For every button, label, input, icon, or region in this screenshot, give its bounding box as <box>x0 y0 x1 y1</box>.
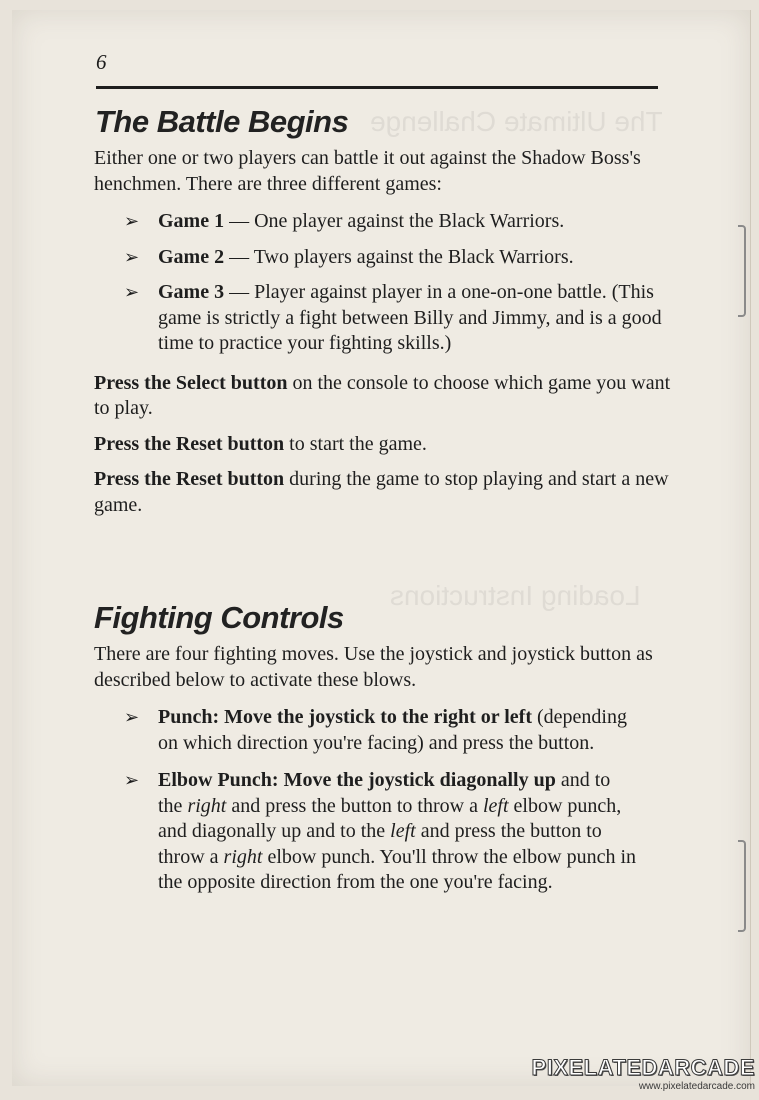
manual-page <box>12 10 751 1086</box>
moves-list <box>94 705 638 896</box>
watermark-brand: PIXELATEDARCADE <box>531 1055 755 1080</box>
game-description: — Player against player in a one-on-one battle. (This game is strictly a fight between Billy and Jimmy, and is a good time to practice your fighting skills.) <box>158 281 662 354</box>
move-direction-emphasis: left <box>390 820 416 842</box>
game-label: Game 3 <box>158 281 225 303</box>
move-label: Elbow Punch: <box>158 769 279 791</box>
list-item <box>118 705 638 756</box>
staple-bottom <box>738 840 746 932</box>
move-description-part: and press the button to throw a <box>226 794 483 817</box>
games-list <box>94 209 666 357</box>
instruction-text: during the game to stop playing and start a new game. <box>94 468 669 516</box>
move-description-part: and to the <box>158 769 611 817</box>
list-item <box>118 209 666 235</box>
move-description-part: and press the button to throw a <box>158 820 602 868</box>
fighting-controls-body <box>94 642 674 906</box>
move-direction-emphasis: left <box>482 794 509 817</box>
instruction-bold: Press the Select button <box>94 371 288 394</box>
watermark-url: www.pixelatedarcade.com <box>638 1081 755 1092</box>
page-number: 6 <box>96 50 107 74</box>
controls-intro: There are four fighting moves. Use the joystick and joystick button as described below to activate these blows. <box>94 643 653 691</box>
move-description: (depending on which direction you're facing) and press the button. <box>158 706 627 754</box>
move-description-part: elbow punch, and diagonally up and to the <box>158 794 622 842</box>
move-instruction: Move the joystick to the right or left <box>219 706 533 728</box>
arrow-bullet-icon: ➢ <box>124 246 140 267</box>
battle-begins-body <box>94 146 674 518</box>
game-label: Game 2 <box>158 245 225 268</box>
bleed-through-heading-1: The Ultimate Challenge <box>370 106 663 137</box>
arrow-bullet-icon: ➢ <box>124 770 140 790</box>
move-label: Punch: <box>158 706 220 728</box>
instruction-text: on the console to choose which game you want to play. <box>94 371 671 419</box>
arrow-bullet-icon: ➢ <box>124 707 140 727</box>
move-description-part: elbow punch. You'll throw the elbow punch in the opposite direction from the one you're facing. <box>158 845 637 893</box>
instruction-bold: Press the Reset button <box>94 468 285 490</box>
bleed-through-heading-2: Loading Instructions <box>390 580 641 611</box>
move-instruction: Move the joystick diagonally up <box>278 769 556 791</box>
battle-intro: Either one or two players can battle it out against the Shadow Boss's henchmen. There are three different games: <box>94 147 641 195</box>
list-item <box>118 768 638 896</box>
arrow-bullet-icon: ➢ <box>124 282 140 302</box>
instruction-text: to start the game. <box>284 432 427 455</box>
arrow-bullet-icon: ➢ <box>124 211 140 231</box>
instruction-reset-stop <box>94 467 674 518</box>
section-title-battle-begins: The Battle Begins <box>95 104 349 139</box>
staple-top <box>738 225 746 317</box>
game-label: Game 1 <box>158 210 225 232</box>
instruction-reset-start <box>94 432 674 458</box>
game-description: — One player against the Black Warriors. <box>224 210 565 232</box>
section-title-fighting-controls: Fighting Controls <box>94 600 344 635</box>
list-item <box>118 280 666 357</box>
watermark <box>532 1055 755 1092</box>
move-direction-emphasis: right <box>187 794 227 817</box>
instruction-select <box>94 371 674 422</box>
instruction-bold: Press the Reset button <box>94 432 285 455</box>
header-rule <box>96 86 658 89</box>
game-description: — Two players against the Black Warriors. <box>224 245 574 268</box>
list-item <box>118 245 666 271</box>
move-direction-emphasis: right <box>223 845 263 868</box>
